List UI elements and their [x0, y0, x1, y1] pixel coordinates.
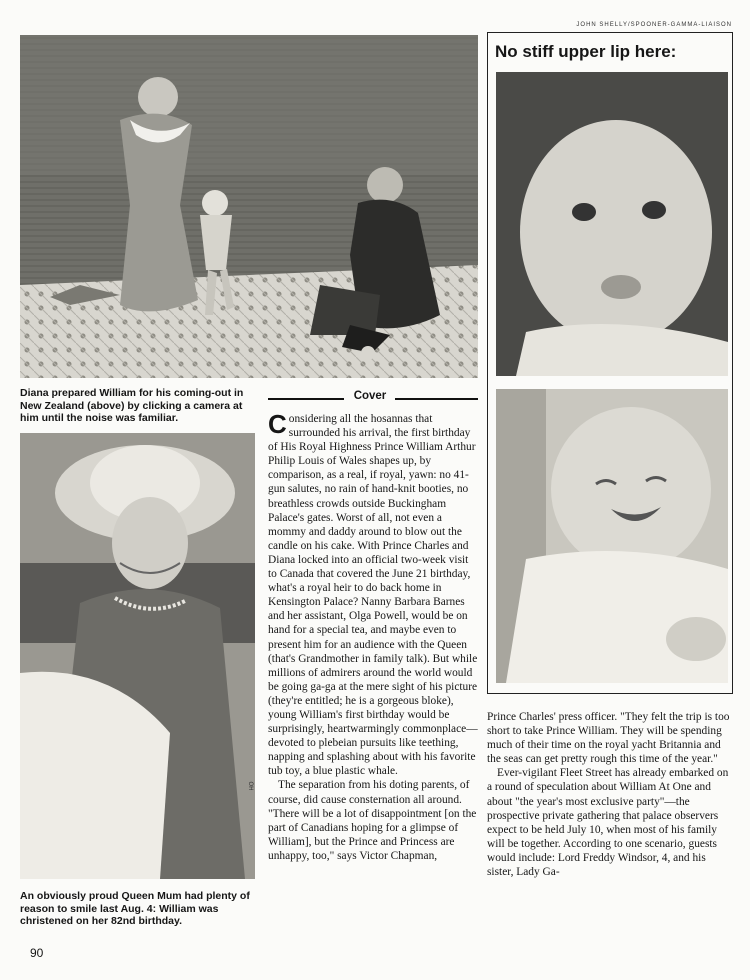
photo-queen-mother-christening [20, 433, 255, 879]
section-rule-left [268, 398, 344, 400]
article-paragraph-1 [268, 409, 479, 778]
photo-queen-mother-christening-image [20, 433, 255, 879]
section-rule-right [395, 398, 478, 400]
article-paragraph-3 [487, 710, 732, 766]
article-paragraph-2-text: The separation from his doting parents, of course, did cause consternation all around. "There will be a lot of disappointment [on the part of Canadians hoping for a glimpse of William], but the Prince and Princess are unhappy, too," says Victor Chapman, [268, 779, 477, 862]
article-paragraph-3-text: Prince Charles' press officer. "They felt the trip is too short to take Prince William. They will be spending much of their time on the royal yacht Britannia and the seas can get pretty rough this time of the year." [487, 711, 730, 766]
page-number: 90 [30, 946, 44, 960]
photo-small-credit: HO [249, 781, 255, 791]
article-paragraph-4 [487, 766, 732, 879]
section-label: Cover [353, 390, 387, 402]
article-paragraph-4-text: Ever-vigilant Fleet Street has already embarked on a round of speculation about William At One and about "the year's most exclusive party"—the prospective private gathering that palace observers expect to be held July 10, when most of his family will be together. According to one scenario, guests would include: Lord Freddy Windsor, 4, and his sister, Lady Ga- [487, 767, 729, 879]
photo-baby-william-serious-image [496, 72, 728, 376]
article-column-2 [487, 710, 732, 879]
article-paragraph-1-text: onsidering all the hosannas that surrounded his arrival, the first birthday of His Royal Highness Prince William Arthur Philip Louis of Wales shapes up, by comparison, as a real, if royal, yawn: no 41-gun salutes, no rain of hand-knit booties, no breathless crowds outside Buckingham Palace's gates. Worst of all, not even a mommy and daddy around to blow out the candle on his cake. With Prince Charles and Diana locked into an official two-week visit to Canada that covered the June 21 birthday, what's a royal heir to do back home in Kensington Palace? Nanny Barbara Barnes and her assistant, Olga Powell, would be on hand for a special tea, and maybe even to present him for an audience with the Queen (that's Grandmother in family talk). But while millions of admirers around the world would be going ga-ga at the mere sight of his picture (they're entitled; he is a gorgeous bloke), young William's first birthday would be surprisingly, heartwarmingly commonplace—devoted to plebeian pursuits like teething, napping and splashing about with his favorite tub toy, a blue plastic whale. [268, 413, 478, 778]
photo-baby-william-laughing-image [496, 389, 728, 683]
caption-top-photo: Diana prepared William for his coming-out in New Zealand (above) by clicking a camera at him until the noise was familiar. [20, 387, 244, 424]
photo-baby-william-laughing [496, 389, 728, 683]
photo-royal-family-lawn-image [20, 35, 478, 378]
drop-cap: C [268, 409, 287, 439]
sidebar-title: No stiff upper lip here: [495, 42, 677, 61]
article-column-1 [268, 409, 479, 863]
photo-royal-family-lawn [20, 35, 478, 378]
article-paragraph-2 [268, 778, 479, 863]
photo-baby-william-serious [496, 72, 728, 376]
photo-credit: JOHN SHELLY/SPOONER-GAMMA-LIAISON [576, 22, 732, 28]
caption-bottom-photo: An obviously proud Queen Mum had plenty of reason to smile last Aug. 4: William was christened on her 82nd birthday. [20, 890, 250, 927]
